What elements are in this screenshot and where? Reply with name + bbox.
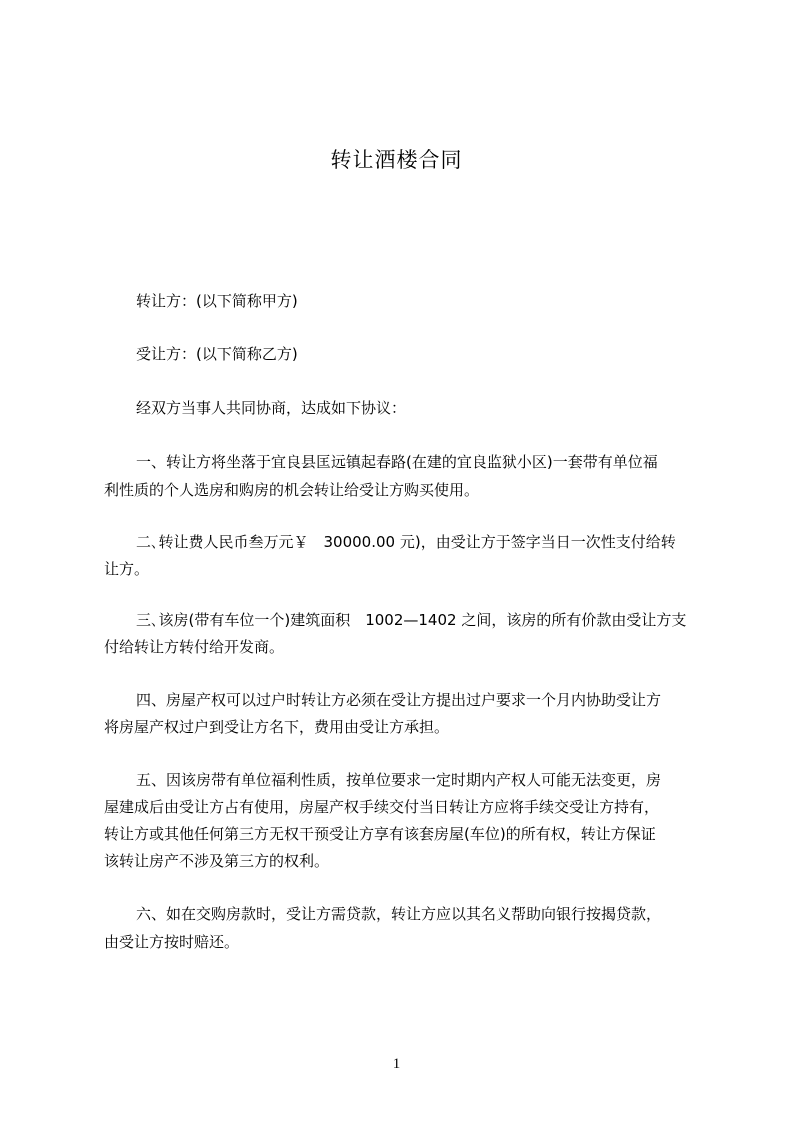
clause-5-line-4: 该转让房产不涉及第三方的权利。 xyxy=(104,852,330,870)
clause-5-line-1: 五、因该房带有单位福利性质，按单位要求一定时期内产权人可能无法变更，房 xyxy=(136,771,662,789)
page-number: 1 xyxy=(392,1056,401,1072)
clause-6-line-1: 六、如在交购房款时，受让方需贷款，转让方应以其名义帮助向银行按揭贷款， xyxy=(136,905,662,923)
clause-6-line-2: 由受让方按时赔还。 xyxy=(104,933,240,951)
clause-5-line-2: 屋建成后由受让方占有使用，房屋产权手续交付当日转让方应将手续交受让方持有， xyxy=(104,798,660,816)
transferor-line: 转让方：(以下简称甲方) xyxy=(136,292,298,310)
transferee-line: 受让方：(以下简称乙方) xyxy=(136,345,298,363)
preamble-line: 经双方当事人共同协商，达成如下协议： xyxy=(136,399,407,417)
clause-1-line-2: 利性质的个人选房和购房的机会转让给受让方购买使用。 xyxy=(104,481,480,499)
clause-3-line-1: 三､该房(带有车位一个)建筑面积 1002—1402 之间，该房的所有价款由受让方支 xyxy=(136,611,687,629)
clause-3-line-2: 付给转让方转付给开发商。 xyxy=(104,638,285,656)
clause-2-line-1: 二､转让费人民币叁万元￥ 30000.00 元)，由受让方于签字当日一次性支付给转 xyxy=(136,533,676,551)
clause-2-line-2: 让方。 xyxy=(104,560,150,578)
clause-1-line-1: 一、转让方将坐落于宜良县匡远镇起春路(在建的宜良监狱小区)一套带有单位福 xyxy=(136,453,658,471)
clause-5-line-3: 转让方或其他任何第三方无权干预受让方享有该套房屋(车位)的所有权，转让方保证 xyxy=(104,825,656,843)
document-title: 转让酒楼合同 xyxy=(330,148,463,172)
clause-4-line-2: 将房屋产权过户到受让方名下，费用由受让方承担。 xyxy=(104,718,450,736)
clause-4-line-1: 四、房屋产权可以过户时转让方必须在受让方提出过户要求一个月内协助受让方 xyxy=(136,691,662,709)
